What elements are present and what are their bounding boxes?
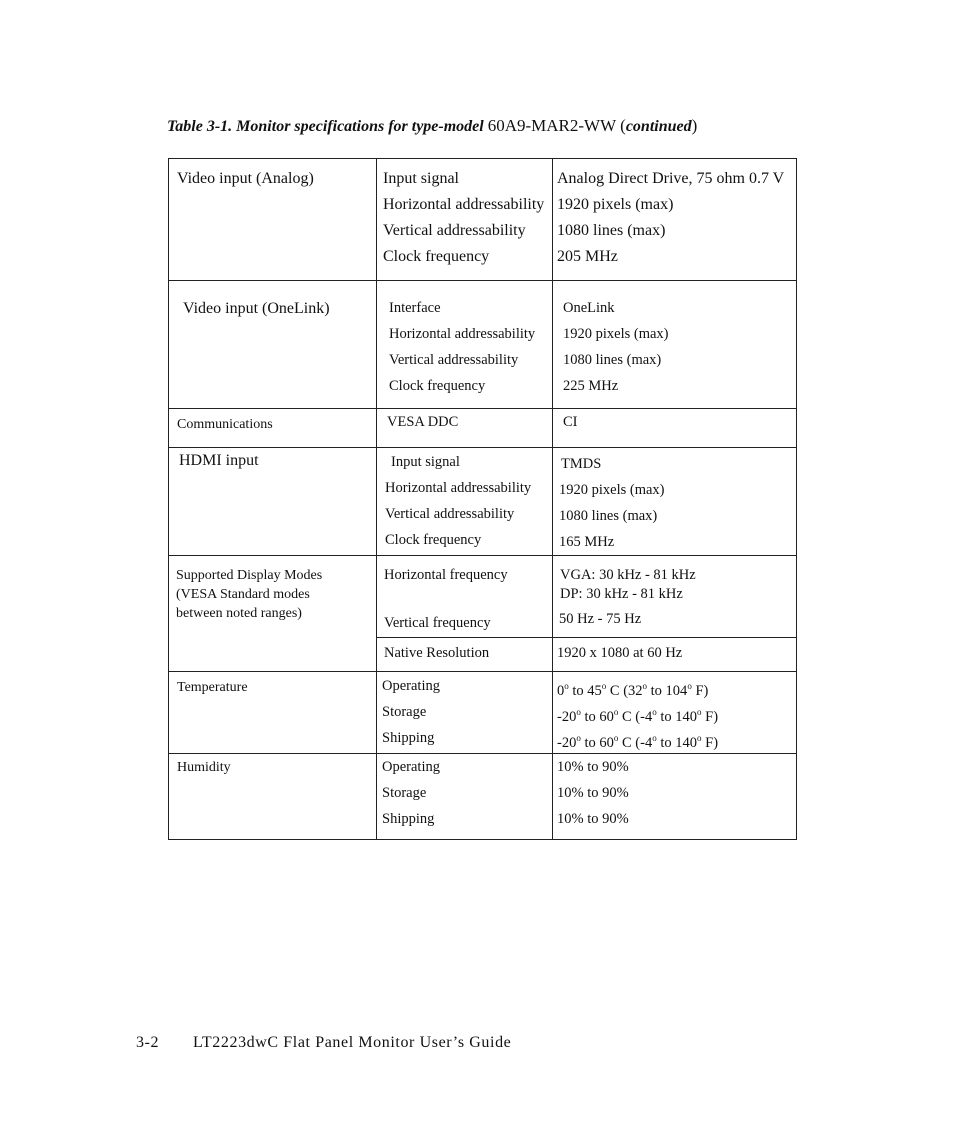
temp-part: to 140 [656, 709, 697, 725]
values-hdmi [553, 448, 796, 555]
label: Clock frequency [385, 532, 482, 548]
value: 10% to 90% [557, 811, 629, 827]
value: 10% to 90% [557, 785, 629, 801]
labels-display-modes [377, 556, 552, 636]
temp-part: to 60 [580, 735, 614, 751]
value-native-resolution: 1920 x 1080 at 60 Hz [557, 645, 683, 661]
label-native-resolution-cell [377, 638, 552, 668]
value: 1080 lines (max) [557, 222, 666, 239]
label: Shipping [382, 811, 435, 827]
value-dp-frequency: DP: 30 kHz - 81 kHz [560, 586, 683, 602]
page-footer [136, 1034, 511, 1052]
degree-mark: o [613, 707, 619, 717]
values-analog [553, 159, 796, 280]
table-row-analog [169, 159, 797, 281]
value: 1920 pixels (max) [563, 326, 669, 342]
degree-mark: o [601, 681, 607, 691]
value: 1080 lines (max) [563, 352, 662, 368]
table-row-hdmi [169, 448, 797, 556]
caption-prefix: Table 3-1. Monitor specifications for type-model [167, 118, 488, 135]
category-display-modes [169, 556, 376, 623]
labels-communications [377, 409, 552, 435]
values-humidity [553, 754, 796, 832]
label: Vertical addressability [385, 506, 515, 522]
degree-mark: o [687, 681, 692, 691]
label: Clock frequency [389, 378, 486, 394]
footer-title: LT2223dwC Flat Panel Monitor User’s Guide [193, 1034, 512, 1051]
caption-continued: continued [625, 118, 692, 135]
label: Storage [382, 704, 427, 720]
labels-hdmi [377, 448, 552, 553]
value-native-resolution-cell [553, 638, 796, 668]
table-row-onelink [169, 281, 797, 409]
label: Input signal [391, 454, 460, 470]
values-onelink [553, 281, 796, 399]
label: Vertical addressability [389, 352, 519, 368]
labels-temperature [377, 672, 552, 751]
category-line: Supported Display Modes [176, 568, 323, 583]
label: Shipping [382, 730, 435, 746]
page-number: 3-2 [136, 1034, 160, 1051]
caption-model: 60A9-MAR2-WW [487, 116, 617, 135]
label: Horizontal addressability [383, 196, 545, 213]
temp-part: to 104 [647, 683, 688, 699]
category-temperature: Temperature [177, 680, 248, 695]
spec-table [168, 158, 797, 840]
values-display-modes [553, 556, 796, 632]
temp-part: C (32 [606, 683, 643, 699]
label-native-resolution: Native Resolution [384, 645, 490, 661]
label: Horizontal addressability [389, 326, 536, 342]
value-vga-frequency: VGA: 30 kHz - 81 kHz [560, 567, 696, 583]
temp-part: F) [701, 735, 719, 751]
temp-part: F) [691, 683, 709, 699]
value: 225 MHz [563, 378, 619, 394]
degree-mark: o [652, 707, 657, 717]
labels-analog [377, 159, 552, 280]
value-vertical-frequency: 50 Hz - 75 Hz [559, 611, 642, 627]
degree-mark: o [697, 733, 702, 743]
temp-part: to 45 [568, 683, 602, 699]
temp-part: to 60 [580, 709, 614, 725]
value: 1920 pixels (max) [557, 196, 674, 213]
table-row-humidity [169, 754, 797, 840]
label-vertical-frequency: Vertical frequency [384, 615, 491, 631]
temp-part: F) [701, 709, 719, 725]
value: 10% to 90% [557, 759, 629, 775]
table-row-communications [169, 409, 797, 448]
category-hdmi: HDMI input [179, 452, 259, 469]
temp-part: -20 [557, 735, 577, 751]
category-humidity: Humidity [177, 760, 231, 775]
category-line: (VESA Standard modes [176, 587, 310, 602]
label: Operating [382, 759, 440, 775]
degree-mark: o [576, 733, 581, 743]
value: 205 MHz [557, 248, 618, 265]
degree-mark: o [642, 681, 648, 691]
values-communications [553, 409, 796, 435]
table-caption [167, 116, 697, 136]
value: 165 MHz [559, 534, 615, 550]
category-line: between noted ranges) [176, 606, 302, 621]
temperature-shipping-value [557, 725, 796, 751]
caption-open-paren: ( [620, 116, 626, 135]
label: Vertical addressability [383, 222, 526, 239]
value: 1920 pixels (max) [559, 482, 665, 498]
temp-part: to 140 [656, 735, 697, 751]
value: 1080 lines (max) [559, 508, 658, 524]
degree-mark: o [613, 733, 619, 743]
temp-part: C (-4 [618, 735, 653, 751]
value: CI [563, 414, 578, 430]
degree-mark: o [576, 707, 581, 717]
temp-part: 0 [557, 683, 565, 699]
table-row-temperature [169, 672, 797, 754]
value: Analog Direct Drive, 75 ohm 0.7 V [557, 170, 785, 187]
caption-close-paren: ) [691, 116, 698, 135]
label: VESA DDC [387, 414, 459, 430]
label-horizontal-frequency: Horizontal frequency [384, 567, 508, 583]
label: Operating [382, 678, 440, 694]
label: Clock frequency [383, 248, 490, 265]
temp-part: -20 [557, 709, 577, 725]
labels-onelink [377, 281, 552, 399]
label: Storage [382, 785, 427, 801]
category-communications: Communications [177, 417, 273, 432]
degree-mark: o [564, 681, 569, 691]
label: Input signal [383, 170, 459, 187]
degree-mark: o [652, 733, 657, 743]
labels-humidity [377, 754, 552, 832]
degree-mark: o [697, 707, 702, 717]
table-row-display-modes [169, 556, 797, 638]
label: Interface [389, 300, 441, 316]
value: OneLink [563, 300, 615, 316]
label: Horizontal addressability [385, 480, 532, 496]
temperature-operating-value [557, 673, 796, 699]
temp-part: C (-4 [618, 709, 653, 725]
spacer [384, 588, 552, 610]
temperature-storage-value [557, 699, 796, 725]
category-onelink: Video input (OneLink) [183, 300, 330, 317]
category-analog: Video input (Analog) [177, 170, 314, 187]
value: TMDS [561, 456, 602, 472]
values-temperature [553, 672, 796, 751]
